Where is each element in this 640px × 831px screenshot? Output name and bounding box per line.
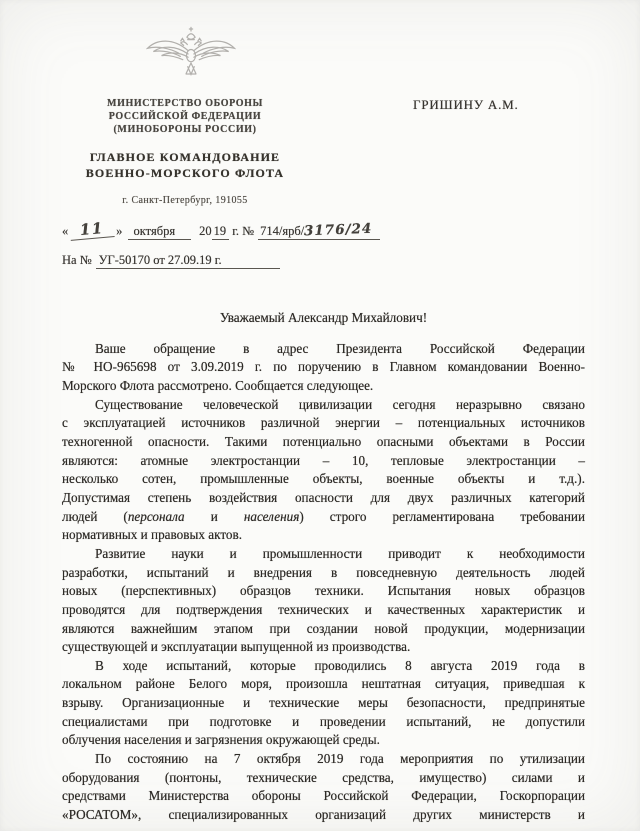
- body-line: [62, 750, 585, 769]
- body-line: [62, 340, 585, 359]
- text-segment: В ходе испытаний, которые проводились 8 августа 2019 года в: [95, 657, 585, 673]
- body-line: [62, 675, 585, 694]
- paragraph: [62, 657, 585, 750]
- month-value: октября: [128, 224, 192, 240]
- handwritten-number: 3176/24: [303, 220, 373, 240]
- body-line: [62, 377, 585, 396]
- italic-term: персонала: [127, 508, 185, 524]
- text-segment: № НО-965698 от 3.09.2019 г. по поручению в Главном командовании Военно-: [62, 359, 585, 375]
- text-segment: являются важнейшим этапом при создании новой продукции, модернизации: [62, 620, 585, 636]
- paragraph: [62, 396, 585, 545]
- body-line: [62, 731, 585, 750]
- addressee-name: ГРИШИНУ А.М.: [413, 97, 519, 112]
- text-segment: «РОСАТОМ», специализированных организаций других министерств и: [62, 807, 585, 823]
- italic-term: населения: [243, 508, 300, 524]
- text-segment: специалистами при подготовке и проведении испытаний, не допустили: [62, 713, 585, 729]
- quote-open: «: [62, 224, 69, 238]
- handwritten-day: 11: [69, 218, 114, 241]
- text-segment: взрыву. Организационные и технические меры безопасности, предпринятые: [62, 695, 585, 711]
- ministry-line: (МИНОБОРОНЫ РОССИИ): [113, 124, 257, 135]
- paragraph: [62, 340, 585, 396]
- command-line: ГЛАВНОЕ КОМАНДОВАНИЕ: [89, 150, 281, 164]
- text-segment: локальном районе Белого моря, произошла нештатная ситуация, приведшая к: [62, 676, 585, 692]
- body-line: [62, 769, 585, 788]
- text-segment: существующей и эксплуатации выпущенной из производства.: [62, 639, 411, 655]
- text-segment: Существование человеческой цивилизации сегодня неразрывно связано: [95, 396, 585, 412]
- outgoing-number: [258, 220, 380, 240]
- salutation: Уважаемый Александр Михайлович!: [219, 310, 428, 325]
- ministry-line: МИНИСТЕРСТВО ОБОРОНЫ: [107, 98, 263, 109]
- quote-close: »: [116, 224, 123, 238]
- letter-body: [62, 309, 585, 825]
- body-line: [62, 694, 585, 713]
- text-segment: проводятся для подтверждения технических и качественных характеристик и: [62, 601, 585, 617]
- body-line: [62, 508, 585, 527]
- body-line: [62, 489, 585, 508]
- text-segment: По состоянию на 7 октября 2019 года мероприятия по утилизации: [95, 751, 585, 767]
- body-line: [62, 620, 585, 639]
- text-segment: оборудования (понтоны, технические средства, имущество) силами и: [62, 769, 585, 785]
- year-number-label: г. №: [232, 224, 255, 238]
- body-line: [62, 582, 585, 601]
- text-segment: Развитие науки и промышленности приводит к необходимости: [95, 545, 585, 561]
- text-segment: с эксплуатацией источников различной энергии – потенциальных источников: [62, 415, 585, 431]
- outgoing-number-typed: 714/ярб/: [260, 224, 305, 238]
- reply-label: На №: [62, 253, 92, 267]
- body-line: [62, 713, 585, 732]
- body-line: [62, 452, 585, 471]
- text-segment: Допустимая степень воздействия опасности для двух различных категорий: [62, 489, 585, 505]
- text-segment: являются: атомные электростанции – 10, тепловые электростанции –: [62, 452, 585, 468]
- body-line: [62, 358, 585, 377]
- body-line: [62, 526, 585, 545]
- text-segment: ) строго регламентирована требовании: [299, 508, 585, 524]
- body-line: [62, 806, 585, 825]
- year-prefix: 20: [199, 224, 212, 238]
- text-segment: разработки, испытаний и внедрения в повседневную деятельность людей: [62, 564, 585, 580]
- paragraph: [62, 545, 585, 657]
- letter-paragraphs: [62, 340, 585, 825]
- paragraph: [62, 750, 585, 825]
- ministry-line: РОССИЙСКОЙ ФЕДЕРАЦИИ: [108, 111, 262, 122]
- body-line: [62, 787, 585, 806]
- year-suffix: 19: [212, 224, 230, 240]
- text-segment: облучения населения и загрязнения окружающей среды.: [62, 732, 380, 748]
- city-line: г. Санкт-Петербург, 191055: [122, 195, 248, 206]
- body-line: [62, 470, 585, 489]
- reply-reference-line: [62, 253, 280, 268]
- body-line: [62, 414, 585, 433]
- text-segment: и: [184, 508, 244, 524]
- ministry-name-block: [55, 97, 315, 136]
- navy-command-block: [45, 150, 325, 181]
- body-line: [62, 396, 585, 415]
- text-segment: средствами Министерства обороны Российской Федерации, Госкорпорации: [62, 788, 585, 804]
- text-segment: несколько сотен, промышленные объекты, военные объекты и т.д.).: [62, 471, 585, 487]
- text-segment: нормативных и правовых актов.: [62, 527, 243, 543]
- text-segment: Ваше обращение в адрес Президента Российской Федерации: [95, 340, 585, 356]
- eagle-emblem-icon: [146, 24, 236, 88]
- body-line: [62, 545, 585, 564]
- body-line: [62, 601, 585, 620]
- command-line: ВОЕННО-МОРСКОГО ФЛОТА: [85, 165, 285, 180]
- text-segment: техногенной опасности. Такими потенциально опасными объектами в России: [62, 433, 585, 449]
- body-line: [62, 433, 585, 452]
- body-line: [62, 657, 585, 676]
- text-segment: людей (: [62, 508, 128, 524]
- reply-value: УГ-50170 от 27.09.19 г.: [96, 253, 280, 269]
- body-line: [62, 564, 585, 583]
- body-line: [62, 638, 585, 657]
- text-segment: Морского Флота рассмотрено. Сообщается следующее.: [62, 377, 374, 393]
- text-segment: новых (перспективных) образцов техники. Испытания новых образцов: [62, 583, 585, 599]
- date-number-line: [62, 218, 380, 240]
